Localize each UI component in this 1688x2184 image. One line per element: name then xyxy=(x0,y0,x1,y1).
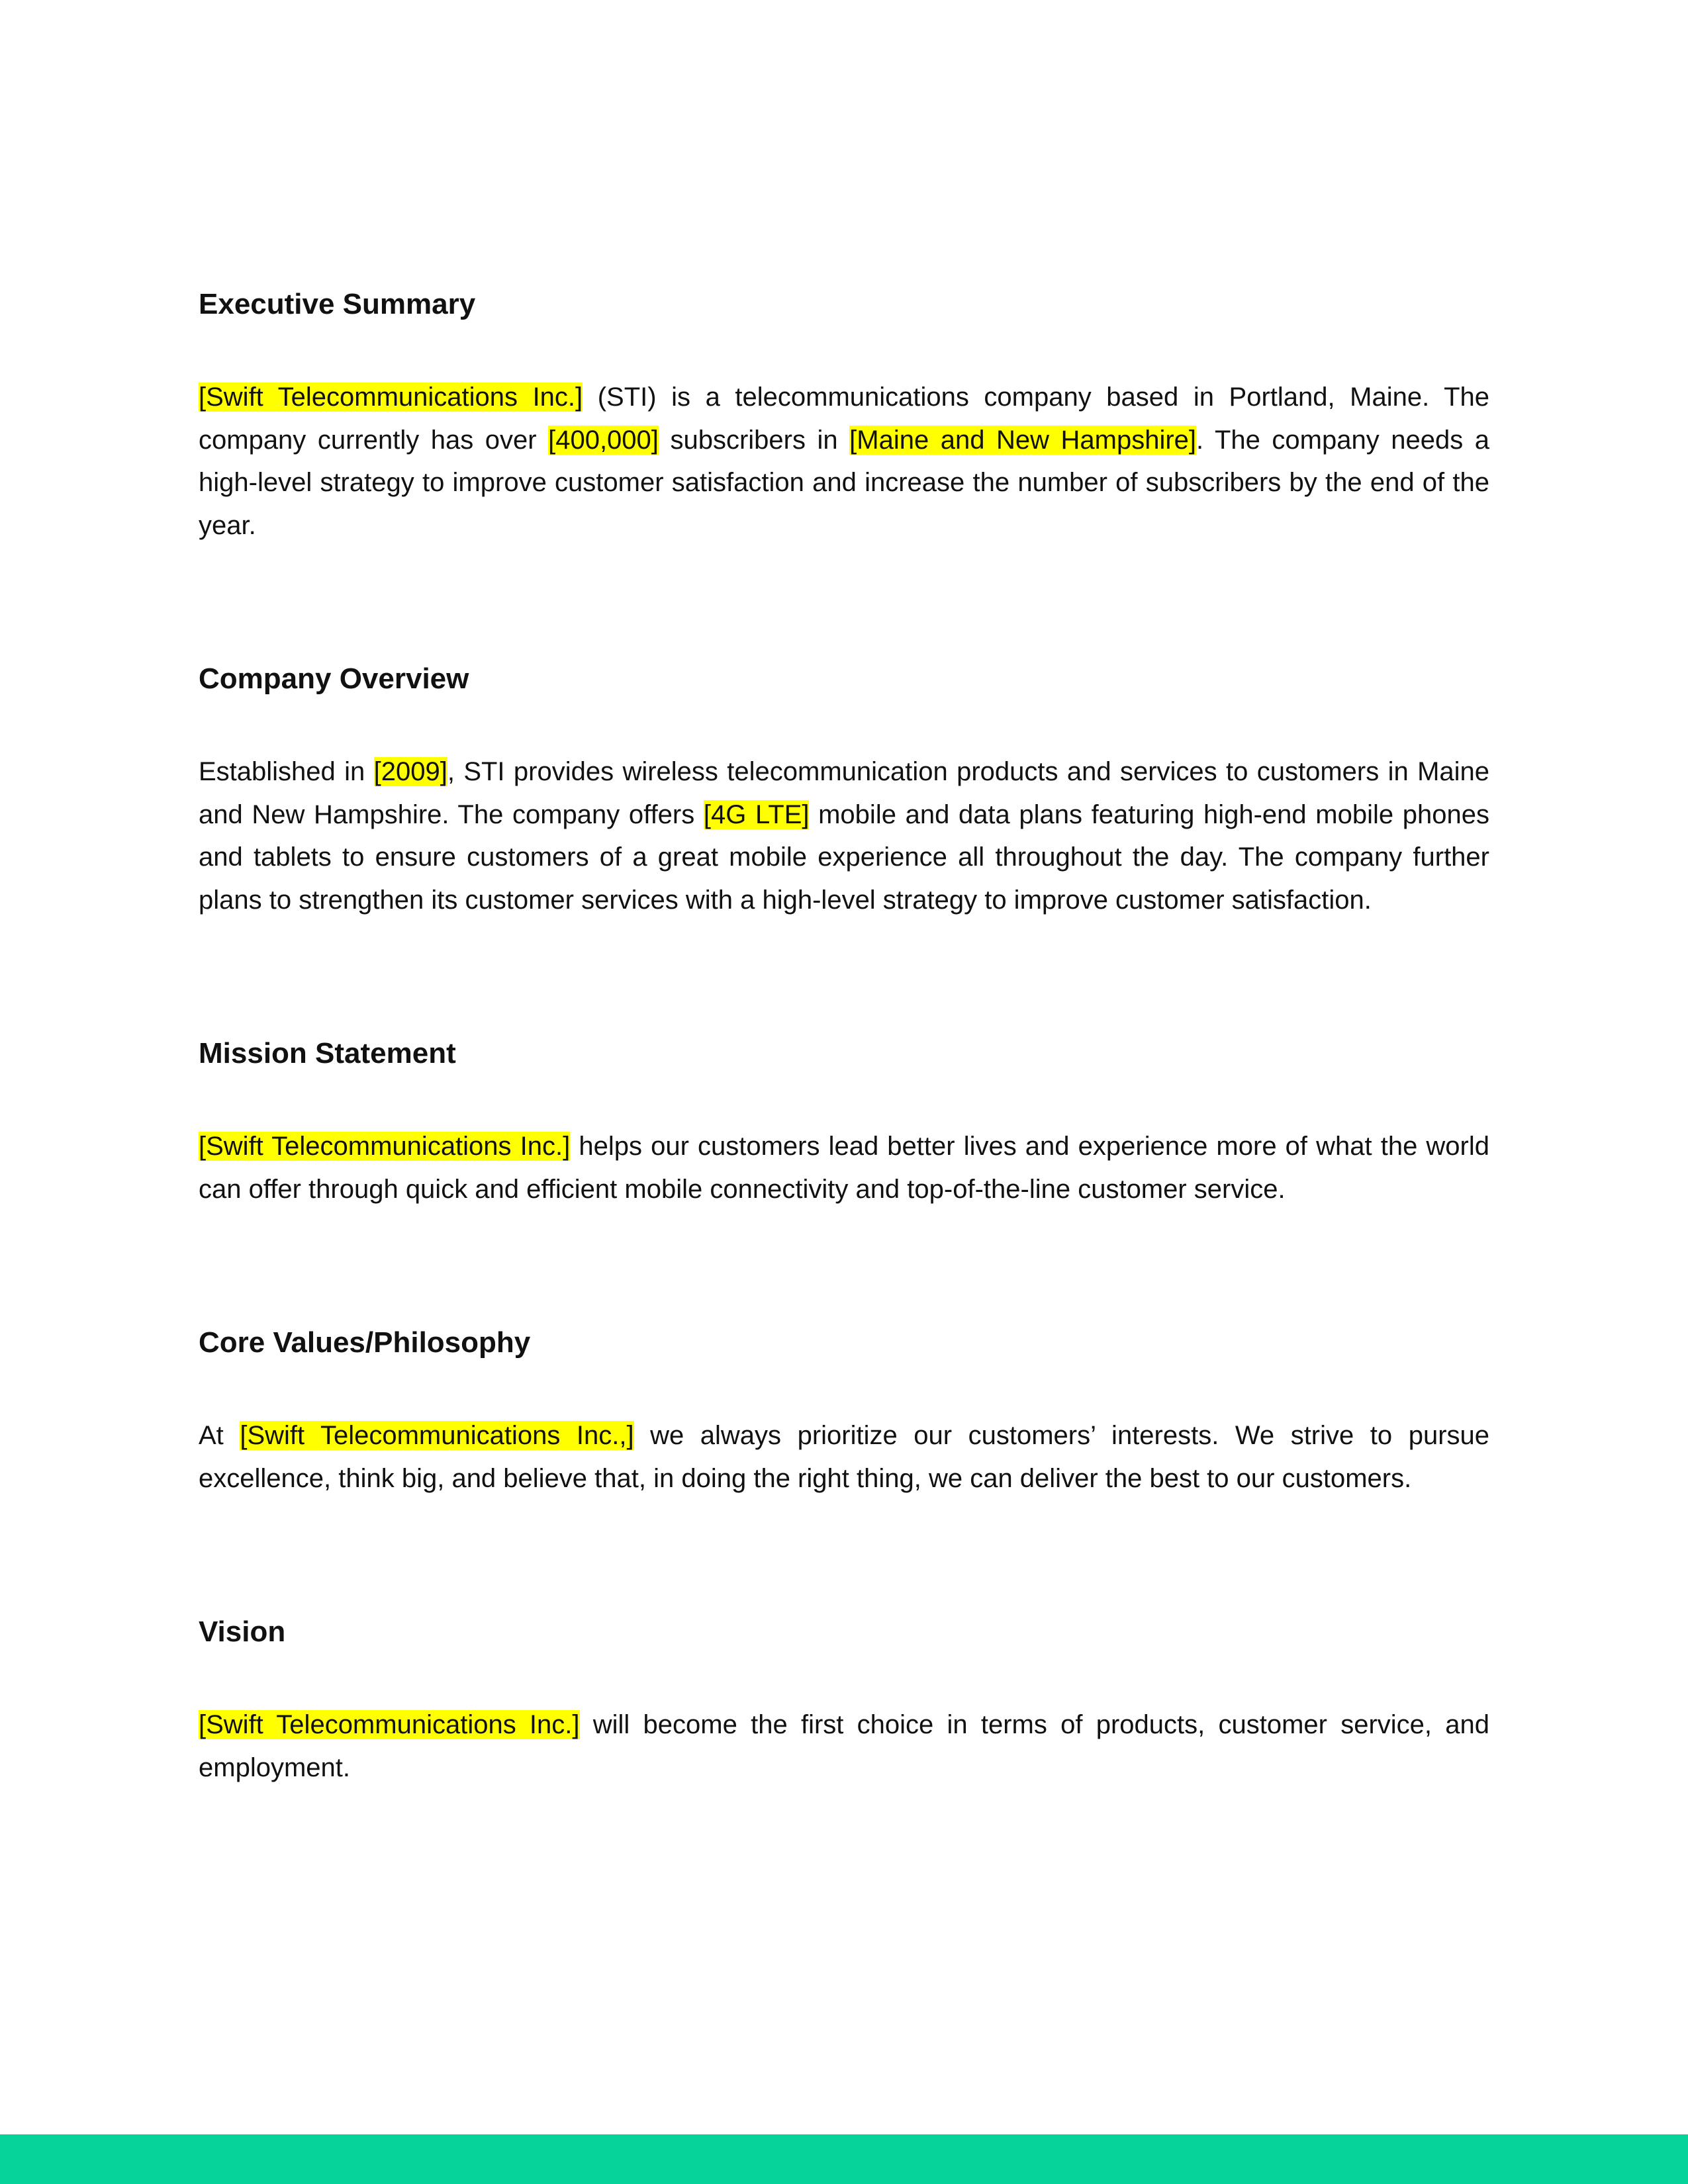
placeholder-company-name: [Swift Telecommunications Inc.,] xyxy=(240,1421,634,1450)
text-run: . The company needs a high-level strategy to improve customer satisfaction and increase the number of subscribers by the end of the year. xyxy=(199,425,1489,540)
heading-executive-summary: Executive Summary xyxy=(199,288,476,320)
paragraph-company-overview xyxy=(199,751,1489,921)
paragraph-vision xyxy=(199,1704,1489,1789)
placeholder-year: [2009] xyxy=(373,757,447,786)
heading-mission-statement: Mission Statement xyxy=(199,1037,456,1069)
document-body xyxy=(199,285,1489,1789)
paragraph-mission-statement xyxy=(199,1125,1489,1210)
text-run: , STI provides wireless telecommunication products and services to customers in Maine and New Hampshire. The company offers xyxy=(199,757,1490,829)
text-run: (STI) is a telecommunications company based in Portland, Maine. The company currently has over xyxy=(199,383,1489,455)
placeholder-company-name: [Swift Telecommunications Inc.] xyxy=(199,1132,571,1161)
paragraph-executive-summary xyxy=(199,376,1489,547)
text-run: we always prioritize our customers’ interests. We strive to pursue excellence, think big, and believe that, in doing the right thing, we can deliver the best to our customers. xyxy=(199,1421,1490,1493)
placeholder-subscriber-count: [400,000] xyxy=(548,425,659,455)
placeholder-company-name: [Swift Telecommunications Inc.] xyxy=(199,383,583,412)
text-run: mobile and data plans featuring high-end mobile phones and tablets to ensure customers of a great mobile experience all throughout the day. The company further plans to strengthen its customer services with a high-level strategy to improve customer satisfaction. xyxy=(199,799,1489,915)
placeholder-company-name: [Swift Telecommunications Inc.] xyxy=(199,1710,580,1739)
heading-core-values: Core Values/Philosophy xyxy=(199,1326,531,1359)
paragraph-core-values xyxy=(199,1414,1489,1500)
footer-accent-bar xyxy=(0,2134,1688,2184)
text-run: will become the first choice in terms of products, customer service, and employment. xyxy=(199,1710,1489,1782)
text-run: At xyxy=(199,1421,240,1450)
placeholder-network: [4G LTE] xyxy=(703,799,810,829)
text-run: Established in xyxy=(199,757,374,786)
text-run: subscribers in xyxy=(658,425,850,455)
placeholder-region: [Maine and New Hampshire] xyxy=(849,425,1197,455)
text-run: helps our customers lead better lives and experience more of what the world can offer through quick and efficient mobile connectivity and top-of-the-line customer service. xyxy=(199,1132,1490,1204)
heading-company-overview: Company Overview xyxy=(199,662,469,695)
heading-vision: Vision xyxy=(199,1615,286,1648)
